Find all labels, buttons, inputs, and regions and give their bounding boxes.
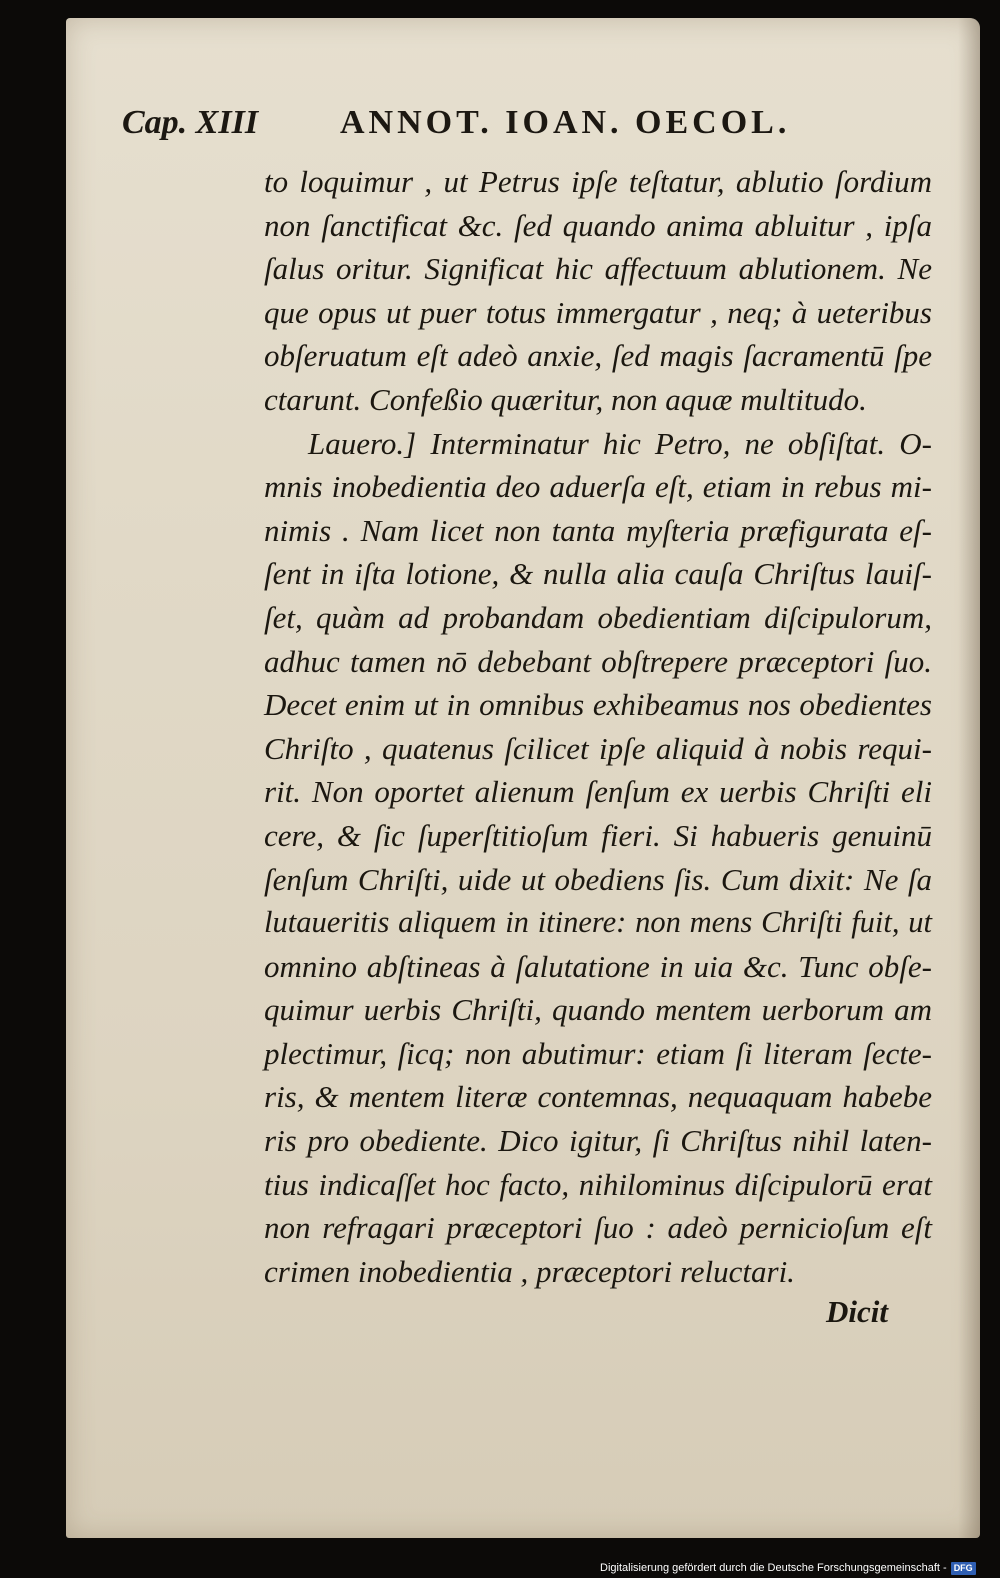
- digitization-footer: [600, 1561, 976, 1575]
- text-line: cere, & ſic ſuperſtitioſum fieri. Si habueris genuinū: [264, 817, 932, 853]
- text-line: ſenſum Chriſti, uide ut obediens ſis. Cum dixit: Ne ſa: [264, 861, 932, 897]
- catchword: Dicit: [826, 1294, 888, 1329]
- text-line: crimen inobedientia , præceptori reluctari.: [264, 1253, 795, 1289]
- text-line: omnino abſtineas à ſalutatione in uia &c. Tunc obſe-: [264, 948, 932, 984]
- text-line: mnis inobedientia deo aduerſa eſt, etiam in rebus mi-: [264, 469, 932, 505]
- text-line: que opus ut puer totus immergatur , neq; à ueteribus: [264, 294, 932, 330]
- text-line: Decet enim ut in omnibus exhibeamus nos obedientes: [264, 687, 932, 723]
- text-line: tius indicaſſet hoc facto, nihilominus diſcipulorū erat: [264, 1166, 932, 1202]
- text-line: ſent in iſta lotione, & nulla alia cauſa Chriſtus lauiſ-: [264, 556, 932, 592]
- text-line: Chriſto , quatenus ſcilicet ipſe aliquid à nobis requi-: [264, 730, 932, 766]
- text-line: non refragari præceptori ſuo : adeò pernicioſum eſt: [264, 1210, 932, 1246]
- text-line: lutaueritis aliquem in itinere: non mens Chriſti fuit, ut: [264, 905, 932, 940]
- running-title: ANNOT. IOAN. OECOL.: [340, 104, 791, 141]
- chapter-label: Cap. XIII: [122, 104, 259, 141]
- dfg-logo-icon: DFG: [951, 1562, 976, 1575]
- footer-credit: Digitalisierung gefördert durch die Deutsche Forschungsgemeinschaft -: [600, 1562, 947, 1574]
- body-text: [264, 160, 932, 1293]
- text-line: ſalus oritur. Significat hic affectuum ablutionem. Ne: [264, 251, 932, 287]
- text-line: ris pro obediente. Dico igitur, ſi Chriſtus nihil laten-: [264, 1123, 932, 1159]
- text-line: to loquimur , ut Petrus ipſe teſtatur, ablutio ſordium: [264, 164, 932, 199]
- text-line: nimis . Nam licet non tanta myſteria præfigurata eſ-: [264, 512, 932, 548]
- text-line: Lauero.] Interminatur hic Petro, ne obſiſtat. O-: [308, 425, 932, 461]
- text-line: plectimur, ſicq; non abutimur: etiam ſi literam ſecte-: [264, 1035, 932, 1071]
- text-line: adhuc tamen nō debebant obſtrepere præceptori ſuo.: [264, 643, 932, 679]
- text-line: quimur uerbis Chriſti, quando mentem uerborum am: [264, 992, 932, 1028]
- text-line: rit. Non oportet alienum ſenſum ex uerbis Chriſti eli: [264, 774, 932, 810]
- text-line: obſeruatum eſt adeò anxie, ſed magis ſacramentū ſpe: [264, 338, 932, 374]
- page-header: [122, 104, 912, 154]
- book-page: [66, 18, 980, 1538]
- text-line: ctarunt. Confeßio quæritur, non aquæ multitudo.: [264, 381, 867, 417]
- text-line: ris, & mentem literæ contemnas, nequaquam habebe: [264, 1079, 932, 1115]
- text-line: non ſanctificat &c. ſed quando anima abluitur , ipſa: [264, 207, 932, 243]
- text-line: ſet, quàm ad probandam obedientiam diſcipulorum,: [264, 599, 932, 635]
